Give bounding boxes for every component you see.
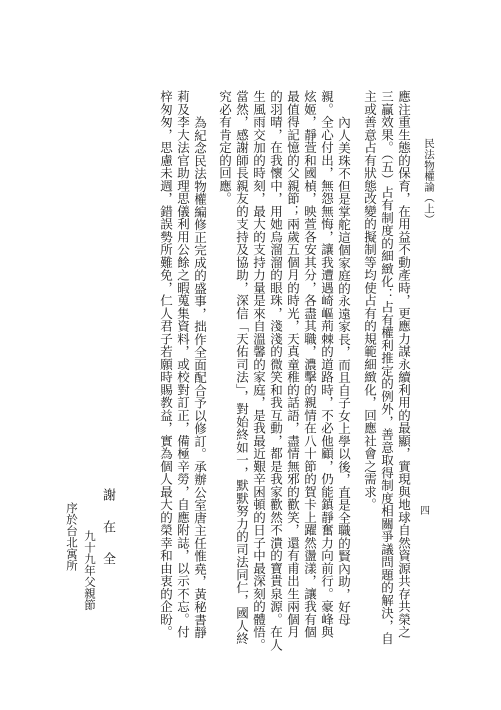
text-column: 主或善意占有狀態改變的擬制等均使占有的規範細緻化，回應社會之需求。 [362, 90, 378, 511]
running-header: 民法物權論（上） [423, 138, 435, 225]
page-number: 四 [420, 506, 430, 517]
text-column: 生風雨交加的時刻，最大的支持力量是來自溫馨的家庭，是我最近艱辛困頓的日子中最深刻的體悟。 [251, 90, 267, 651]
place-line: 序於台北寓所 [65, 502, 79, 571]
text-column: 應注重生態的保育，在用益不動產時，更應力謀永續利用的最顯，實現與地球自然資源共存共榮之 [396, 90, 412, 639]
text-column: 究必有肯定的回應。 [217, 90, 233, 205]
text-column: 梓匆匆，思慮未週，錯誤勢所難免，仁人君子若願時賜教益，實為個人最大的榮幸和由衷的企盼。 [158, 90, 174, 639]
text-column: 親。全心付出，無怨無悔，讓我遭遇崎嶇荊棘的道路時，不必他顧，仍能鎮靜奮力向前行。豪峰與 [319, 90, 335, 639]
text-column: 當然，感謝師長親友的支持及協助，深信「天佑司法」，對始終如一，默默努力的司法同仁，國人終 [234, 90, 250, 645]
text-column: 內人美珠不但是掌舵這個家庭的永遠家長，而且自子女上學以後，直是全職的賢內助，好母 [336, 116, 352, 626]
date-line: 九十九年父親節 [83, 530, 97, 611]
text-column: 三贏效果。（五）占有制度的細緻化：占有權利推定的例外，善意取得制度相關爭議問題的解決，自 [379, 90, 395, 645]
text-column: 炫姬，靜萱和國楨，映萱各安其分，各盡其職，濃擊的親情在八十節的賀卡上躍然盪漾，讓我有個 [302, 90, 318, 639]
author-name: 謝 在 全 [100, 488, 115, 568]
text-column: 莉及李大法官助理思儀利用公餘之暇蒐集資料，或校對訂正，備極辛勞，自應附誌，以示不忘。付 [175, 90, 191, 639]
text-column: 最值得記憶的父親節；兩歲五個月的時光，天真童稚的話語，盡情無邪的歡笑，還有甫出生兩個月 [285, 90, 301, 639]
text-column: 的羽晴，在我懷中，用她烏溜溜的眼珠，淺淺的微笑和我互動，都是我家歡然不潰的寶貴泉源。在人 [268, 90, 284, 651]
text-column: 為紀念民法物權編修正完成的盛事，拙作全面配合予以修訂。承辦公室唐主任惟堯，黃秘書靜 [192, 116, 208, 639]
